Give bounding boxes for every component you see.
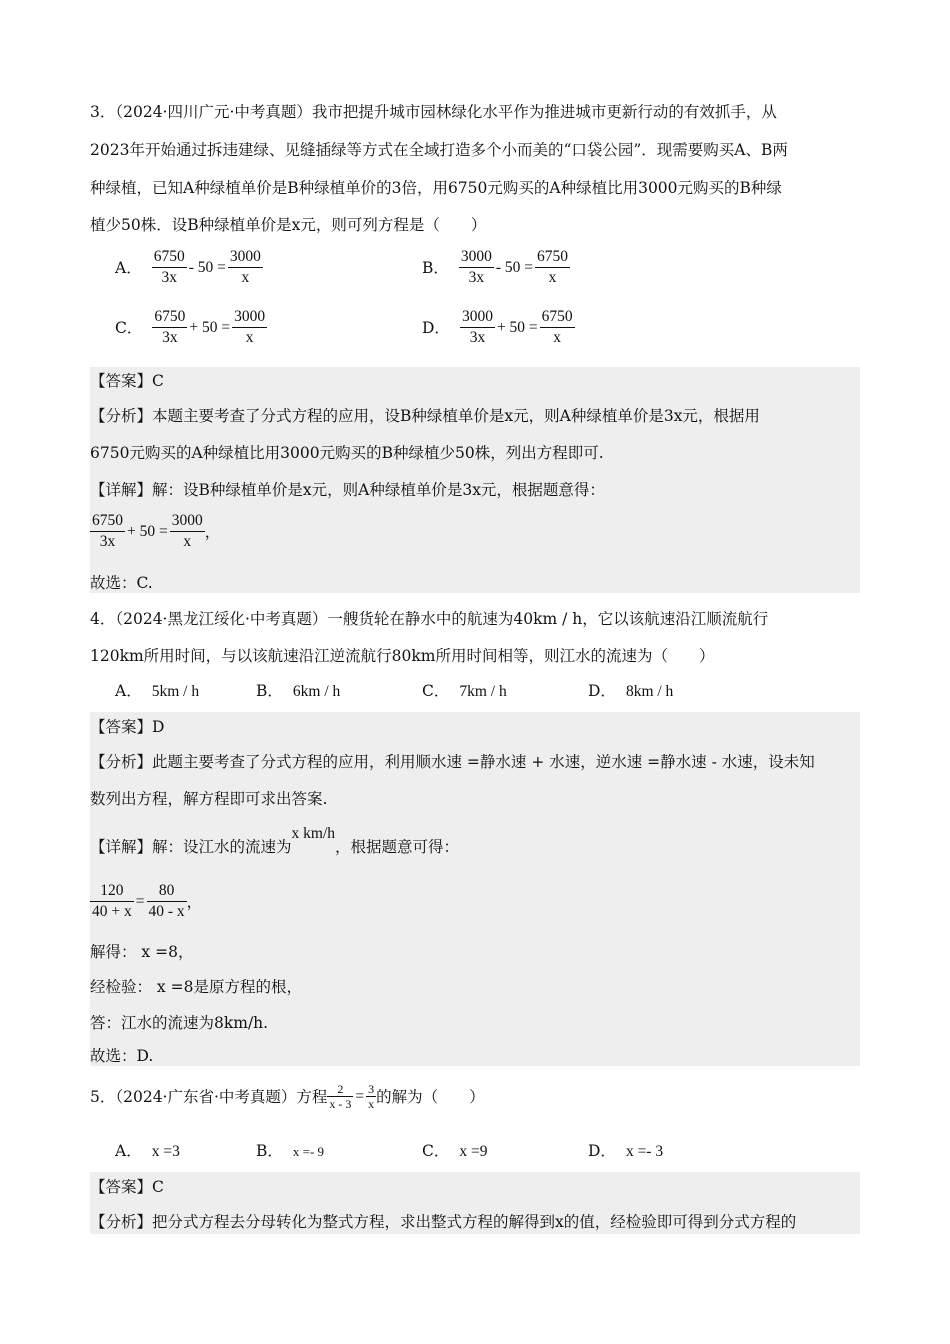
- fraction: $\frac{120}{40 + x}$: [92, 882, 132, 920]
- q4-analysis-2: 数列出方程，解方程即可求出答案.: [90, 790, 328, 808]
- q3-equation: $\frac{6750}{3x}$ + 50 = $\frac{3000}{x}$ ，: [92, 512, 221, 550]
- fraction: $\frac{80}{40 - x}$: [148, 882, 185, 920]
- q3-choose: 故选：C.: [90, 574, 153, 592]
- fraction: $\frac{6750}{3x}$: [92, 512, 123, 550]
- fraction: $\frac{3000}{x}$: [234, 308, 266, 346]
- fraction: $\frac{6750}{3x}$: [154, 308, 186, 346]
- q3-line-4: 植少50株．设B种绿植单价是x元，则可列方程是（ ）: [90, 216, 487, 234]
- q5-analysis-1: 【分析】把分式方程去分母转化为整式方程，求出整式方程的解得到x的值，经检验即可得到分式方程的: [90, 1213, 797, 1231]
- fraction: $\frac{3000}{x}$: [229, 248, 261, 286]
- fraction: $\frac{6750}{x}$: [541, 308, 573, 346]
- q3-option-c: C． $\frac{6750}{3x}$ + 50 = $\frac{3000}{x}$: [115, 308, 266, 346]
- q3-answer: 【答案】C: [90, 372, 164, 390]
- q4-choose: 故选：D.: [90, 1047, 154, 1065]
- fraction: $\frac{3000}{x}$: [171, 512, 203, 550]
- fraction: $\frac{6750}{x}$: [537, 248, 569, 286]
- q3-option-b: B． $\frac{3000}{3x}$ - 50 = $\frac{6750}{x}$: [422, 248, 569, 286]
- q3-line-2: 2023年开始通过拆违建绿、见缝插绿等方式在全域打造多个小而美的“口袋公园”．现需要购买A、B两: [90, 141, 788, 159]
- q5-answer: 【答案】C: [90, 1178, 164, 1196]
- fraction: $\frac{6750}{3x}$: [153, 248, 185, 286]
- q4-detail: 【详解】解：设江水的流速为x km/h，根据题意可得：: [90, 825, 460, 856]
- q4-answer: 【答案】D: [90, 718, 165, 736]
- q5-option-b: B． x =- 9: [256, 1142, 325, 1160]
- q3-option-d: D． $\frac{3000}{3x}$ + 50 = $\frac{6750}{x}$: [422, 308, 573, 346]
- q5-option-a: A． x =3: [115, 1142, 180, 1160]
- fraction: $\frac{3000}{3x}$: [460, 248, 492, 286]
- q5-option-d: D． x =- 3: [588, 1142, 664, 1160]
- q4-option-d: D． 8km / h: [588, 682, 674, 700]
- q4-line-1: 4．（2024·黑龙江绥化·中考真题）一艘货轮在静水中的航速为40km / h，它以该航速沿江顺流航行: [90, 610, 769, 628]
- q4-solve: 解得： x =8，: [90, 943, 194, 961]
- q4-option-c: C． 7km / h: [422, 682, 507, 700]
- q3-analysis-1: 【分析】本题主要考查了分式方程的应用，设B种绿植单价是x元，则A种绿植单价是3x元，根据用: [90, 407, 760, 425]
- fraction: $\frac{3}{x}$: [368, 1082, 375, 1111]
- q4-option-a: A． 5km / h: [115, 682, 200, 700]
- q3-line-3: 种绿植，已知A种绿植单价是B种绿植单价的3倍，用6750元购买的A种绿植比用3000元购买的B种绿: [90, 179, 782, 197]
- q4-option-b: B． 6km / h: [256, 682, 341, 700]
- fraction: $\frac{2}{x - 3}$: [329, 1082, 352, 1111]
- fraction: $\frac{3000}{3x}$: [461, 308, 493, 346]
- q3-analysis-2: 6750元购买的A种绿植比用3000元购买的B种绿植少50株，列出方程即可.: [90, 444, 604, 462]
- q5-line-1: 5．（2024·广东省·中考真题）方程 $\frac{2}{x - 3}$ = $\frac{3}{x}$ 的解为（ ）: [90, 1082, 485, 1111]
- q5-option-c: C． x =9: [422, 1142, 488, 1160]
- q3-detail: 【详解】解：设B种绿植单价是x元，则A种绿植单价是3x元，根据题意得：: [90, 481, 605, 499]
- q3-option-a: A． $\frac{6750}{3x}$ - 50 = $\frac{3000}{x}$: [115, 248, 261, 286]
- q4-analysis-1: 【分析】此题主要考查了分式方程的应用，利用顺水速 =静水速 + 水速，逆水速 =静水速 - 水速，设未知: [90, 753, 815, 771]
- q4-line-2: 120km所用时间，与以该航速沿江逆流航行80km所用时间相等，则江水的流速为（ ）: [90, 647, 715, 665]
- q3-line-1: 3．（2024·四川广元·中考真题）我市把提升城市园林绿化水平作为推进城市更新行动的有效抓手，从: [90, 103, 777, 121]
- q4-check: 经检验： x =8是原方程的根，: [90, 978, 302, 996]
- q4-equation: $\frac{120}{40 + x}$ = $\frac{80}{40 - x}$ ，: [92, 882, 203, 920]
- q4-final-answer: 答：江水的流速为8km/h.: [90, 1014, 269, 1032]
